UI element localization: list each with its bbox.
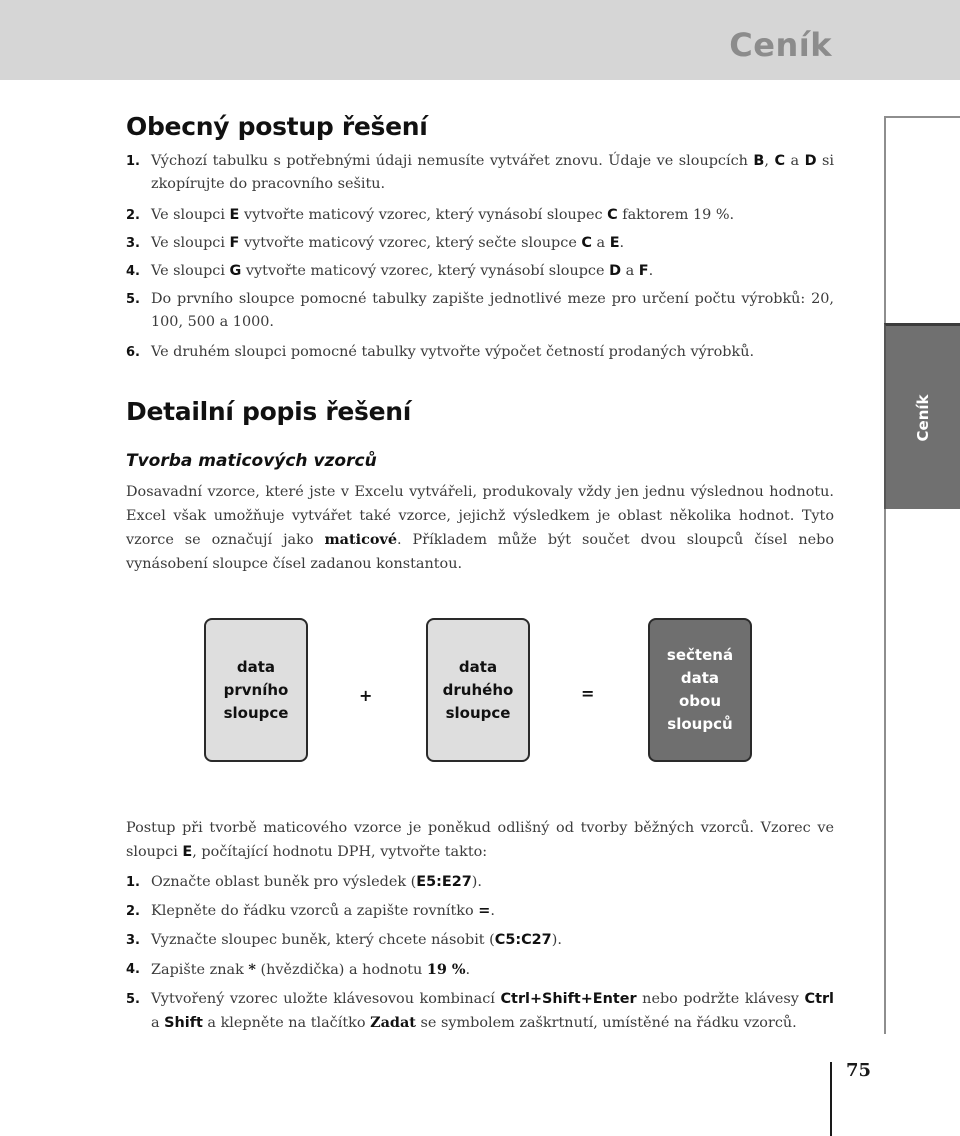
text-run: Zapište znak <box>151 962 249 978</box>
bold-term: * <box>248 961 256 978</box>
list-item <box>126 204 834 227</box>
diagram-box-line: data <box>680 669 720 687</box>
bold-term: E <box>609 235 620 251</box>
text-run: Klepněte do řádku vzorců a zapište rovnítko <box>151 903 479 919</box>
bold-term: C <box>774 153 785 169</box>
text-run: ). <box>471 874 482 890</box>
text-run: Ve sloupci <box>151 263 230 279</box>
procedure-paragraph <box>126 817 834 864</box>
bold-term: C <box>581 235 592 251</box>
bold-term: D <box>804 153 817 169</box>
running-title: Ceník <box>729 26 832 64</box>
text-run: nebo podržte klávesy <box>636 991 805 1007</box>
bold-term: D <box>609 263 622 279</box>
list-item <box>126 900 834 923</box>
text-run: a <box>785 153 805 169</box>
list-item <box>126 958 834 982</box>
list-item <box>126 260 834 283</box>
bold-term: G <box>229 263 242 279</box>
subheading-array-formulas: Tvorba maticových vzorců <box>126 451 377 471</box>
list-item <box>126 988 834 1035</box>
bold-term: Ctrl <box>804 991 834 1007</box>
bold-term: = <box>478 903 491 919</box>
text-run: Výchozí tabulku s potřebnými údaji nemusíte vytvářet znovu. Údaje ve sloupcích <box>151 153 754 169</box>
list-number: 5. <box>126 992 140 1007</box>
list-number: 6. <box>126 345 140 360</box>
text-run: a <box>621 263 639 279</box>
list-number: 2. <box>126 208 140 223</box>
text-run: Vyznačte sloupec buněk, který chcete násobit ( <box>151 932 495 948</box>
text-run: , počítající hodnotu DPH, vytvořte takto: <box>192 843 488 860</box>
text-run: Vytvořený vzorec uložte klávesovou kombinací <box>151 991 501 1007</box>
bold-term: Ctrl+Shift+Enter <box>500 991 637 1007</box>
list-number: 1. <box>126 875 140 890</box>
page-number-rule <box>830 1062 832 1136</box>
chapter-tab <box>884 323 960 509</box>
diagram-equals-sign: = <box>581 684 595 703</box>
text-run: (hvězdička) a hodnotu <box>255 962 427 978</box>
text-run: Dosavadní vzorce, které jste v Excelu vytvářeli, produkovaly vždy jen jednu výslednou hodnotu. Excel však umožňuje vytvářet také vzorce, jejichž výsledkem je oblast několika hodnot. Tyto vzorce se označují jako <box>126 484 834 548</box>
diagram-box-second-column <box>426 618 530 762</box>
text-run: vytvořte maticový vzorec, který sečte sloupce <box>239 235 582 251</box>
text-run: si zkopírujte do pracovního sešitu. <box>151 153 834 192</box>
list-number: 3. <box>126 236 140 251</box>
text-run: Postup při tvorbě maticového vzorce je poněkud odlišný od tvorby běžných vzorců. Vzorec ve sloupci <box>126 820 834 860</box>
text-run: Ve druhém sloupci pomocné tabulky vytvořte výpočet četností prodaných výrobků. <box>151 344 755 360</box>
list-number: 4. <box>126 962 140 977</box>
diagram-box-line: sloupce <box>223 703 289 722</box>
text-run: a klepněte na tlačítko <box>202 1015 371 1031</box>
text-run: . <box>648 263 654 279</box>
text-run: a <box>151 1015 165 1031</box>
diagram-plus-sign: + <box>359 686 373 705</box>
diagram-box-first-column <box>204 618 308 762</box>
list-number: 1. <box>126 154 140 169</box>
bold-term: C5:C27 <box>494 932 552 948</box>
diagram-box-line: obou <box>678 692 721 710</box>
list-item <box>126 929 834 952</box>
text-run: . <box>490 903 495 919</box>
text-run: a <box>591 235 610 251</box>
bold-term: Shift <box>164 1015 203 1031</box>
bold-term: E <box>229 207 240 223</box>
bold-term: E <box>182 843 193 860</box>
list-number: 4. <box>126 264 140 279</box>
list-item <box>126 288 834 334</box>
text-run: , <box>764 153 775 169</box>
list-item <box>126 232 834 255</box>
text-run: . <box>619 235 625 251</box>
diagram-box-line: data <box>458 657 498 676</box>
list-item <box>126 871 834 894</box>
text-run: Označte oblast buněk pro výsledek ( <box>151 874 417 890</box>
list-number: 3. <box>126 933 140 948</box>
chapter-tab-label: Ceník <box>914 394 932 441</box>
diagram-box-line: sloupců <box>667 715 733 733</box>
bold-term: Zadat <box>370 1014 416 1031</box>
text-run: Do prvního sloupce pomocné tabulky zapište jednotlivé meze pro určení počtu výrobků: 20, 100, 500 a 1000. <box>151 291 834 330</box>
diagram-box-line: data <box>236 657 276 676</box>
text-run: Ve sloupci <box>151 207 230 223</box>
list-number: 5. <box>126 292 140 307</box>
diagram-box-line: prvního <box>223 680 289 699</box>
text-run: faktorem 19 %. <box>617 207 735 223</box>
section-heading-general: Obecný postup řešení <box>126 112 428 141</box>
bold-term: B <box>753 153 765 169</box>
margin-frame <box>884 116 960 1034</box>
section-heading-detail: Detailní popis řešení <box>126 397 412 426</box>
text-run: vytvořte maticový vzorec, který vynásobí sloupec <box>239 207 608 223</box>
diagram-box-result <box>648 618 752 762</box>
bold-term: maticové <box>324 531 397 548</box>
general-steps-list <box>126 150 834 364</box>
diagram-box-line: druhého <box>442 680 514 699</box>
diagram-box-line: sečtená <box>666 646 734 664</box>
bold-term: C <box>607 207 618 223</box>
bold-term: E5:E27 <box>416 874 472 890</box>
list-item <box>126 150 834 196</box>
text-run: ). <box>551 932 562 948</box>
page-number: 75 <box>846 1060 872 1081</box>
text-run: . <box>465 962 471 978</box>
bold-term: F <box>638 263 649 279</box>
diagram-box-line: sloupce <box>445 703 511 722</box>
bold-term: 19 % <box>426 961 466 978</box>
text-run: se symbolem zaškrtnutí, umístěné na řádku vzorců. <box>415 1015 797 1031</box>
intro-paragraph <box>126 481 834 576</box>
bold-term: F <box>229 235 240 251</box>
text-run: vytvořte maticový vzorec, který vynásobí sloupce <box>241 263 610 279</box>
list-number: 2. <box>126 904 140 919</box>
text-run: Ve sloupci <box>151 235 230 251</box>
list-item <box>126 341 834 364</box>
text-run: . Příkladem může být součet dvou sloupců čísel nebo vynásobení sloupce čísel zadanou konstantou. <box>126 532 834 572</box>
procedure-steps-list <box>126 871 834 1035</box>
